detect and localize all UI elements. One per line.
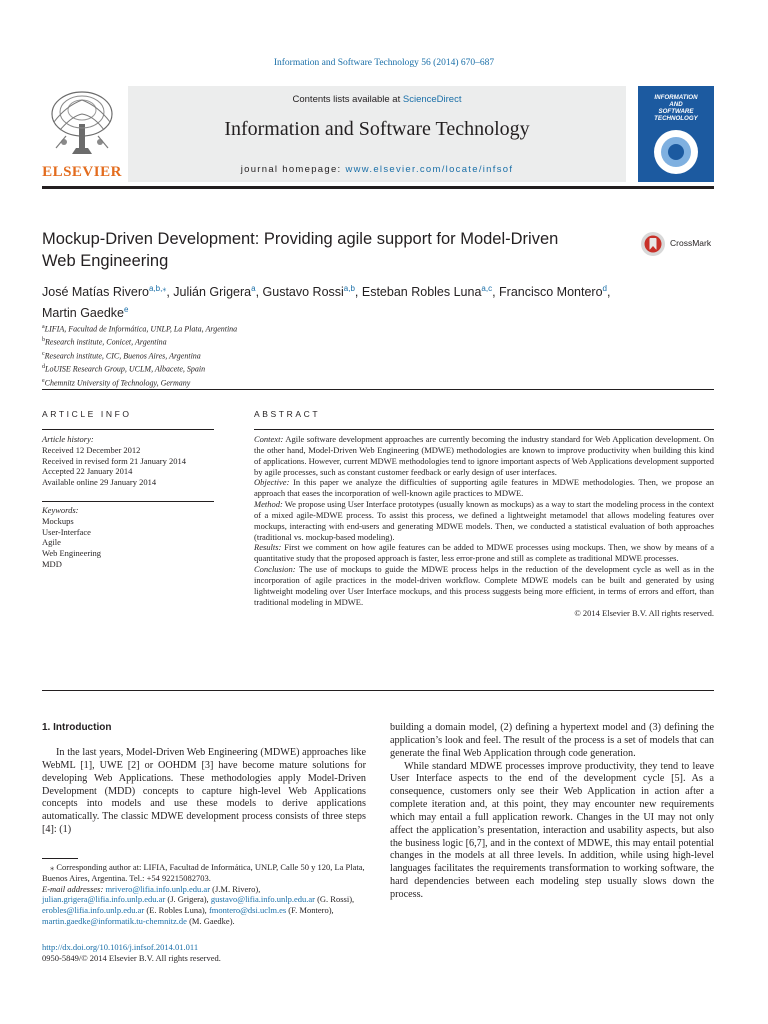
- keyword: Agile: [42, 537, 61, 548]
- author-1: Julián Grigera: [173, 285, 252, 300]
- title-line: Mockup-Driven Development: Providing agile support for Model-Driven: [42, 230, 559, 248]
- abstract-rule: [254, 429, 714, 430]
- abstract: [254, 434, 714, 618]
- abstract-label: Objective:: [254, 477, 290, 488]
- history-item: Received 12 December 2012: [42, 444, 141, 455]
- author-separator: ,: [492, 285, 500, 300]
- author-separator: ,: [354, 285, 362, 300]
- keywords-rule: [42, 501, 214, 502]
- section-heading-introduction: 1. Introduction: [42, 722, 112, 733]
- footnotes: [42, 862, 366, 927]
- email-link[interactable]: julian.grigera@lifia.info.unlp.edu.ar: [42, 894, 166, 905]
- affiliation-c: [42, 349, 714, 362]
- affiliation-d: [42, 362, 714, 375]
- abstract-text: Agile software development approaches are currently becoming the industry standard for Web Application development. On the other hand, Model-Driven Web Engineering (MDWE) methodologies are known to improve productivity when building this kind of applications. However, current MDWE methodologies tend to ignore important aspects of Web Applications development supported by agile processes, such as constant customer feedback or early design of user interfaces.: [254, 434, 714, 477]
- affiliation-key: b: [42, 337, 45, 344]
- history-item: Accepted 22 January 2014: [42, 466, 133, 477]
- body-column-right: [390, 722, 714, 902]
- cover-word: SOFTWARE: [658, 108, 694, 115]
- abstract-label: Context:: [254, 434, 284, 444]
- affiliation-text: LoUISE Research Group, UCLM, Albacete, Spain: [45, 365, 206, 375]
- email-owner: (J. Grigera),: [165, 894, 211, 905]
- contents-prefix: Contents lists available at: [292, 94, 403, 105]
- history-item: Received in revised form 21 January 2014: [42, 455, 186, 466]
- abstract-heading: ABSTRACT: [254, 409, 321, 419]
- cover-word: TECHNOLOGY: [654, 115, 698, 122]
- affiliation-key: c: [42, 350, 45, 357]
- crossmark-badge[interactable]: [640, 230, 720, 258]
- abstract-results: [254, 542, 714, 564]
- author-affiliation-marker[interactable]: e: [123, 305, 129, 315]
- author-separator: ,: [255, 285, 263, 300]
- author-affiliation-marker[interactable]: d: [602, 284, 607, 293]
- abstract-context: [254, 434, 714, 477]
- author-affiliation-marker[interactable]: a,c: [481, 284, 493, 293]
- affiliation-text: Chemnitz University of Technology, Germany: [44, 378, 191, 388]
- body-paragraph: While standard MDWE processes improve productivity, they tend to leave User Interface aspects to the end of the development cycle [5]. As a consequence, customers only see their Web Application in action after a complete iteration and, at this point, they may encounter new requirements which may entail a full application rework. Changes in the UI may not only affect the application’s presentation, interaction and usability aspects, but also the business logic [6,7], and in the context of MDWE, this may entail potential changes in the models at all three levels. In addition, while using high-level languages facilitates the requirements transformation to working software, the hard dependencies between each modeling step usually slows down the process.: [390, 760, 714, 900]
- email-link[interactable]: gustavo@lifia.info.unlp.edu.ar: [210, 894, 315, 905]
- contents-line: [128, 94, 626, 105]
- section-rule: [42, 389, 714, 390]
- article-title: [42, 228, 642, 272]
- keyword: Mockups: [42, 515, 74, 526]
- journal-citation[interactable]: Information and Software Technology 56 (2014) 670–687: [273, 58, 495, 68]
- affiliation-a: [42, 322, 714, 335]
- cover-graphic: [648, 126, 704, 178]
- email-link[interactable]: fmontero@dsi.uclm.es: [208, 905, 287, 916]
- publisher-name: ELSEVIER: [42, 164, 122, 180]
- affiliation-b: [42, 335, 714, 348]
- sciencedirect-link[interactable]: ScienceDirect: [402, 94, 462, 105]
- author-affiliation-marker[interactable]: a,b: [343, 284, 355, 293]
- homepage-link[interactable]: www.elsevier.com/locate/infsof: [345, 164, 514, 175]
- article-info: [42, 434, 214, 488]
- abstract-label: Conclusion:: [254, 564, 296, 575]
- title-line: Web Engineering: [42, 252, 169, 270]
- keyword: User-Interface: [42, 526, 91, 537]
- cover-word: AND: [669, 101, 683, 108]
- doi-block: [42, 942, 366, 964]
- email-owner: (M. Gaedke).: [186, 915, 235, 926]
- author-affiliation-marker[interactable]: a: [251, 284, 256, 293]
- email-owner: (G. Rossi),: [314, 894, 355, 905]
- author-affiliation-marker[interactable]: a,b,⁎: [148, 284, 167, 293]
- author-4: Francisco Montero: [499, 285, 603, 300]
- journal-cover: [638, 86, 714, 182]
- doi-link[interactable]: http://dx.doi.org/10.1016/j.infsof.2014.01.011: [42, 942, 199, 952]
- email-owner: (F. Montero),: [286, 905, 334, 916]
- abstract-label: Results:: [254, 542, 282, 553]
- email-owner: (J.M. Rivero),: [210, 883, 261, 894]
- body-rule: [42, 690, 714, 691]
- author-5: Martin Gaedke: [42, 306, 124, 321]
- body-paragraph: In the last years, Model-Driven Web Engineering (MDWE) approaches like WebML [1], UWE [2] or OOHDM [3] have become mature solutions for developing Web Applications. These methodologies apply Model-Driven Development (MDD) concepts to capture high-level Web Applications concepts into models and use these models to derive applications automatically. The classic MDWE development process consists of three steps [4]: (1): [42, 747, 366, 836]
- journal-homepage: [128, 164, 626, 175]
- crossmark-icon: [640, 230, 666, 258]
- abstract-text: The use of mockups to guide the MDWE process helps in the reduction of the development cycle as well as in the incorporation of agile practices in the model-driven workflow. Complete MDWE models can be built and generated by using lightweight modeling over User Interface mockups, and this process suggests being more efficient, in terms of errors and effort, than traditional modeling in MDWE.: [254, 564, 714, 607]
- keywords: [42, 505, 214, 570]
- affiliation-text: Research institute, CIC, Buenos Aires, Argentina: [44, 351, 201, 361]
- affiliation-key: e: [42, 377, 45, 384]
- abstract-objective: [254, 477, 714, 499]
- article-info-heading: ARTICLE INFO: [42, 409, 132, 419]
- cover-title: [642, 94, 710, 122]
- history-item: Available online 29 January 2014: [42, 477, 157, 488]
- abstract-label: Method:: [254, 499, 283, 510]
- affiliation-e: [42, 376, 714, 389]
- body-paragraph: building a domain model, (2) defining a hypertext model and (3) defining the application’s look and feel. The result of the process is a set of models that can generate the final Web Application through code generation.: [390, 722, 714, 759]
- abstract-method: [254, 499, 714, 542]
- history-label: Article history:: [42, 434, 94, 444]
- crossmark-label: CrossMark: [670, 238, 712, 248]
- body-column-left: [42, 722, 366, 837]
- author-list: [42, 280, 714, 322]
- affiliation-text: Research institute, Conicet, Argentina: [45, 338, 167, 348]
- email-link[interactable]: martin.gaedke@informatik.tu-chemnitz.de: [42, 915, 187, 926]
- email-label: E-mail addresses:: [42, 883, 104, 894]
- affiliation-key: a: [42, 324, 45, 330]
- author-separator: ,: [166, 285, 174, 300]
- header-rule: [42, 186, 714, 189]
- keywords-label: Keywords:: [42, 505, 79, 515]
- author-0: José Matías Rivero: [42, 285, 149, 300]
- abstract-text: First we comment on how agile features can be added to MDWE processes using mockups. Then, we show by means of a quantitative study that the proposed approach is faster, less error-prone and still as complete as traditional MDWE processes.: [254, 542, 714, 564]
- journal-title: Information and Software Technology: [224, 118, 530, 140]
- affiliation-text: LIFIA, Facultad de Informática, UNLP, La Plata, Argentina: [44, 324, 238, 334]
- abstract-text: We propose using User Interface prototypes (usually known as mockups) as a way to start the modeling process in the context of a mixed agile-MDWE process. To assist this process, we defined a lightweight metamodel that allows modeling features over mockups, interacting with end-users and generating MDWE models. Then, we conducted a statistical evaluation of both approaches (traditional vs. mockup-based modeling).: [254, 499, 714, 542]
- email-addresses: [42, 884, 366, 927]
- footnote-rule: [42, 858, 78, 859]
- abstract-copyright: © 2014 Elsevier B.V. All rights reserved.: [574, 607, 714, 618]
- abstract-conclusion: [254, 564, 714, 607]
- abstract-text: In this paper we analyze the difficulties of supporting agile features in MDWE methodologies. Then, we propose an approach that eases the incorporation of well-known agile practices to MDWE.: [254, 477, 714, 499]
- email-owner: (E. Robles Luna),: [144, 905, 209, 916]
- article-info-rule: [42, 429, 214, 430]
- keyword: Web Engineering: [42, 548, 102, 559]
- keyword: MDD: [42, 558, 62, 569]
- affiliation-list: [42, 322, 714, 389]
- author-2: Gustavo Rossi: [262, 285, 344, 300]
- email-link[interactable]: mrivero@lifia.info.unlp.edu.ar: [105, 883, 211, 894]
- homepage-prefix: journal homepage:: [240, 164, 346, 175]
- cover-word: INFORMATION: [654, 94, 698, 101]
- issn-line: 0950-5849/© 2014 Elsevier B.V. All rights reserved.: [42, 952, 221, 963]
- affiliation-key: d: [42, 364, 45, 371]
- author-3: Esteban Robles Luna: [361, 285, 482, 300]
- corresponding-author-note: ⁎ Corresponding author at: LIFIA, Facultad de Informática, UNLP, Calle 50 y 120, La Plata, Buenos Aires, Argentina. Tel.: +54 92215082703.: [42, 862, 365, 883]
- email-link[interactable]: erobles@lifia.info.unlp.edu.ar: [42, 905, 145, 916]
- author-separator: ,: [607, 285, 611, 300]
